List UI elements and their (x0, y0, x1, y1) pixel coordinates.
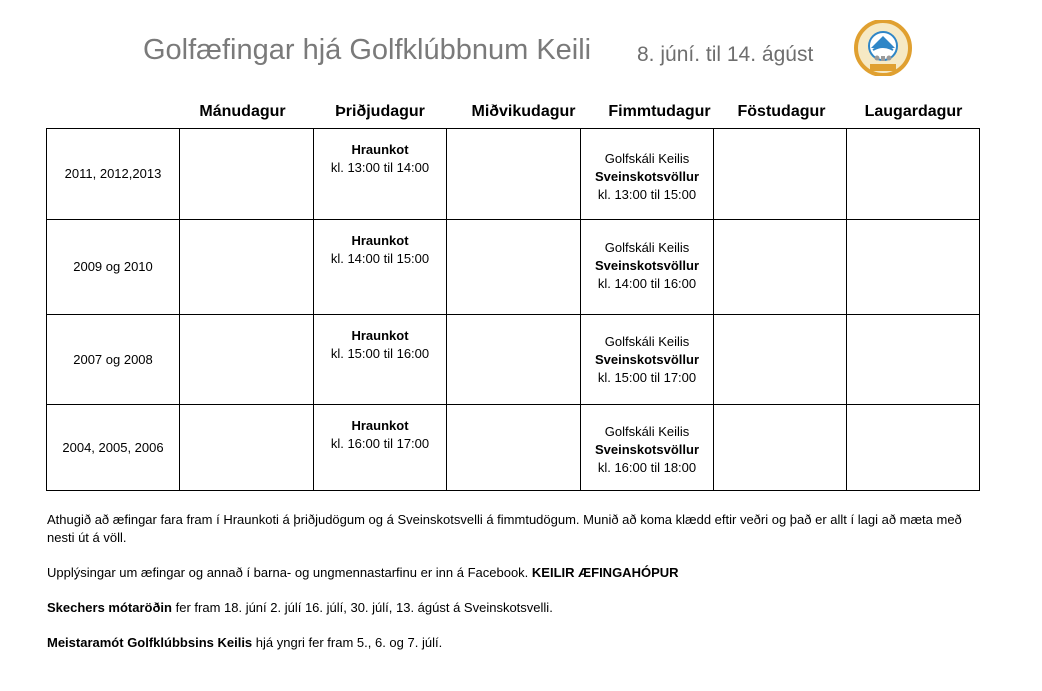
session-place: Golfskáli Keilis (604, 424, 690, 439)
day-monday: Mánudagur (199, 103, 286, 120)
day-thursday: Fimmtudagur (608, 103, 711, 120)
note-text: hjá yngri fer fram 5., 6. og 7. júlí. (252, 635, 443, 650)
session-time: kl. 14:00 til 15:00 (330, 251, 430, 266)
age-group-cell (47, 405, 179, 490)
note-paragraph (47, 564, 987, 582)
day-saturday: Laugardagur (864, 103, 963, 120)
session-time: kl. 13:00 til 14:00 (330, 160, 430, 175)
session-time: kl. 15:00 til 17:00 (597, 370, 697, 385)
note-paragraph: Athugið að æfingar fara fram í Hraunkoti á þriðjudögum og á Sveinskotsvelli á fimmtudögum. Munið að koma klædd eftir veðri og það er allt í lagi að mæta með nesti út á völl. (47, 512, 962, 545)
session-place: Hraunkot (351, 328, 409, 343)
keilir-logo-icon (852, 20, 914, 76)
note-paragraph (47, 634, 987, 652)
age-group-cell (47, 220, 179, 314)
facebook-group-name: KEILIR ÆFINGAHÓPUR (531, 565, 679, 580)
session-place: Golfskáli Keilis (604, 240, 690, 255)
session-place: Golfskáli Keilis (604, 334, 690, 349)
session-place: Hraunkot (351, 233, 409, 248)
thursday-session-cell (581, 220, 713, 312)
column-divider (713, 128, 714, 491)
row-divider (46, 314, 980, 315)
table-border (46, 128, 980, 129)
column-divider (846, 128, 847, 491)
date-range: 8. júní. til 14. ágúst (637, 43, 814, 66)
session-course: Sveinskotsvöllur (594, 258, 700, 273)
tournament-series-name: Skechers mótaröðin (47, 600, 172, 615)
tuesday-session-cell (314, 405, 446, 465)
row-divider (46, 404, 980, 405)
session-place: Golfskáli Keilis (604, 151, 690, 166)
table-border (979, 128, 980, 491)
table-border (46, 490, 980, 491)
day-wednesday: Miðvikudagur (471, 103, 576, 120)
weekday-header-row (0, 103, 1042, 125)
session-time: kl. 14:00 til 16:00 (597, 276, 697, 291)
age-group-label: 2009 og 2010 (73, 259, 153, 274)
age-group-label: 2007 og 2008 (73, 351, 153, 367)
thursday-session-cell (581, 129, 713, 225)
schedule-table (46, 128, 980, 491)
championship-name: Meistaramót Golfklúbbsins Keilis (47, 635, 253, 650)
page-title: Golfæfingar hjá Golfklúbbnum Keili (143, 34, 592, 66)
session-place: Hraunkot (351, 418, 409, 433)
session-place: Hraunkot (351, 142, 409, 157)
session-course: Sveinskotsvöllur (594, 169, 700, 184)
age-group-cell (47, 129, 179, 219)
column-divider (446, 128, 447, 491)
session-time: kl. 13:00 til 15:00 (597, 187, 697, 202)
row-divider (46, 219, 980, 220)
session-time: kl. 15:00 til 16:00 (330, 346, 430, 361)
note-text: fer fram 18. júní 2. júlí 16. júlí, 30. júlí, 13. ágúst á Sveinskotsvelli. (172, 600, 553, 615)
tuesday-session-cell (314, 315, 446, 375)
day-tuesday: Þriðjudagur (335, 103, 425, 120)
day-friday: Föstudagur (737, 103, 826, 120)
session-time: kl. 16:00 til 18:00 (597, 460, 697, 475)
tuesday-session-cell (314, 220, 446, 280)
session-time: kl. 16:00 til 17:00 (330, 436, 430, 451)
thursday-session-cell (581, 315, 713, 405)
session-course: Sveinskotsvöllur (594, 352, 700, 367)
note-paragraph (47, 599, 987, 617)
notes-section (47, 511, 987, 669)
age-group-label: 2004, 2005, 2006 (62, 439, 164, 455)
keilir-logo (852, 20, 914, 76)
age-group-cell (47, 315, 179, 404)
column-divider (179, 128, 180, 491)
note-text: Upplýsingar um æfingar og annað í barna- og ungmennastarfinu er inn á Facebook. (47, 565, 532, 580)
session-course: Sveinskotsvöllur (594, 442, 700, 457)
thursday-session-cell (581, 405, 713, 495)
tuesday-session-cell (314, 129, 446, 189)
age-group-label: 2011, 2012,2013 (64, 166, 162, 181)
